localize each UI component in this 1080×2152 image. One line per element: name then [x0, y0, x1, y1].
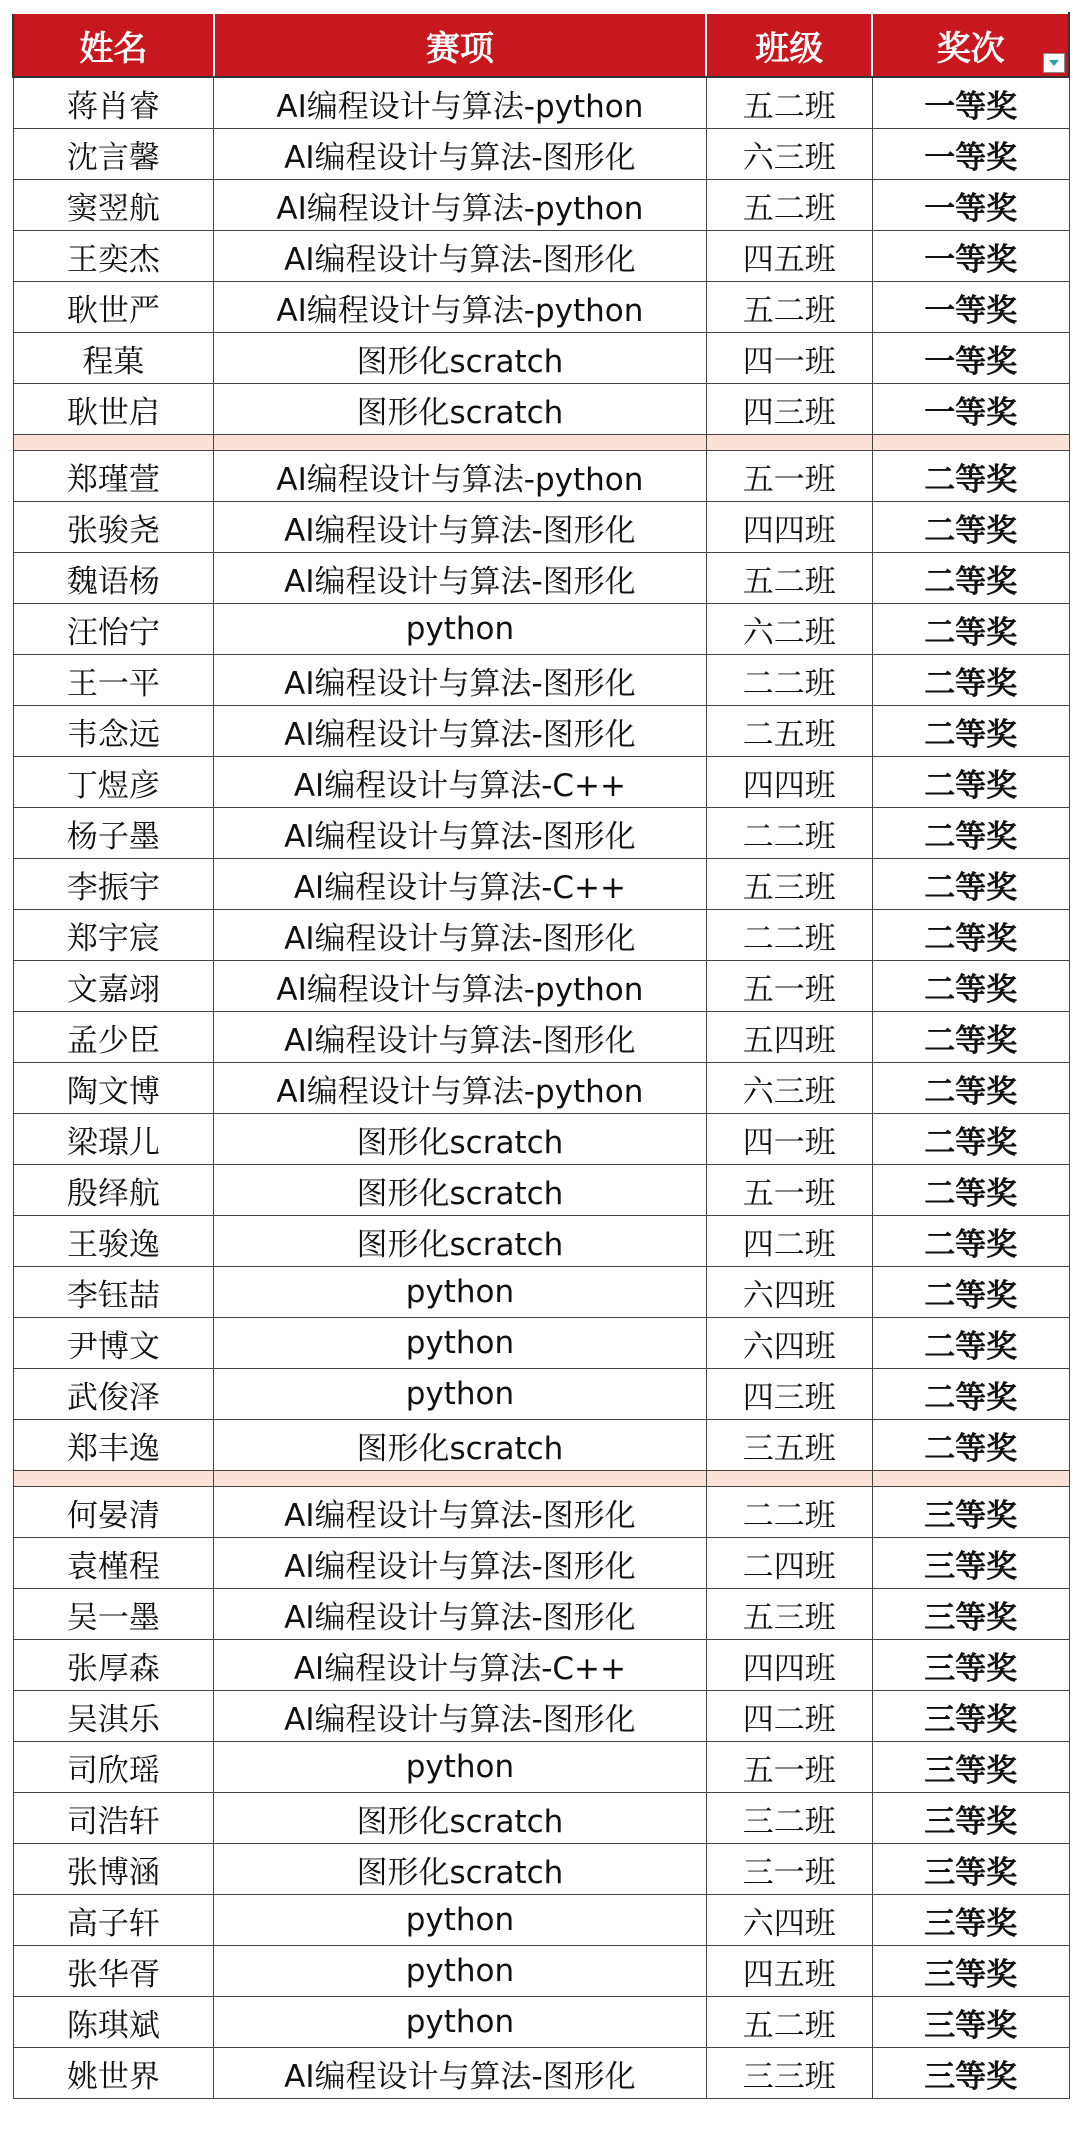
event-cell[interactable]: AI编程设计与算法-python: [214, 1063, 707, 1114]
class-cell[interactable]: 二四班: [706, 1538, 872, 1589]
name-cell[interactable]: 吴淇乐: [13, 1691, 214, 1742]
name-cell[interactable]: 杨子墨: [13, 808, 214, 859]
header-name: 姓名: [13, 13, 214, 77]
award-cell[interactable]: 二等奖: [872, 1267, 1069, 1318]
name-cell[interactable]: 汪怡宁: [13, 604, 214, 655]
event-cell[interactable]: python: [214, 1946, 707, 1997]
table-row: [13, 1487, 1069, 1538]
separator-cell: [13, 1471, 214, 1487]
name-cell[interactable]: 耿世启: [13, 384, 214, 435]
name-cell[interactable]: 李钰喆: [13, 1267, 214, 1318]
class-cell[interactable]: 四二班: [706, 1691, 872, 1742]
award-cell[interactable]: 三等奖: [872, 1691, 1069, 1742]
event-cell[interactable]: AI编程设计与算法-图形化: [214, 2048, 707, 2099]
award-cell[interactable]: 二等奖: [872, 1063, 1069, 1114]
class-cell[interactable]: 二二班: [706, 910, 872, 961]
event-cell[interactable]: 图形化scratch: [214, 1793, 707, 1844]
award-cell[interactable]: 二等奖: [872, 553, 1069, 604]
table-row: [13, 1369, 1069, 1420]
award-cell[interactable]: 一等奖: [872, 384, 1069, 435]
class-cell[interactable]: 四一班: [706, 333, 872, 384]
name-cell[interactable]: 耿世严: [13, 282, 214, 333]
award-cell[interactable]: 一等奖: [872, 180, 1069, 231]
class-cell[interactable]: 四三班: [706, 384, 872, 435]
separator-cell: [872, 1471, 1069, 1487]
event-cell[interactable]: AI编程设计与算法-图形化: [214, 1487, 707, 1538]
table-row: [13, 77, 1069, 129]
table-row: [13, 1946, 1069, 1997]
name-cell[interactable]: 司浩轩: [13, 1793, 214, 1844]
class-cell[interactable]: 五二班: [706, 282, 872, 333]
award-cell[interactable]: 三等奖: [872, 1997, 1069, 2048]
class-cell[interactable]: 四五班: [706, 1946, 872, 1997]
table-row: [13, 1793, 1069, 1844]
table-row: [13, 1997, 1069, 2048]
class-cell[interactable]: 五一班: [706, 1165, 872, 1216]
class-cell[interactable]: 四四班: [706, 502, 872, 553]
class-cell[interactable]: 三五班: [706, 1420, 872, 1471]
table-row: [13, 961, 1069, 1012]
event-cell[interactable]: python: [214, 1742, 707, 1793]
separator-cell: [706, 1471, 872, 1487]
event-cell[interactable]: python: [214, 1267, 707, 1318]
section-separator: [13, 435, 1069, 451]
header-award-label: 奖次: [936, 28, 1005, 69]
event-cell[interactable]: AI编程设计与算法-图形化: [214, 129, 707, 180]
name-cell[interactable]: 梁璟儿: [13, 1114, 214, 1165]
name-cell[interactable]: 郑宇宸: [13, 910, 214, 961]
table-row: [13, 502, 1069, 553]
header-event: 赛项: [214, 13, 707, 77]
event-cell[interactable]: AI编程设计与算法-图形化: [214, 706, 707, 757]
table-row: [13, 1742, 1069, 1793]
name-cell[interactable]: 王奕杰: [13, 231, 214, 282]
name-cell[interactable]: 陈琪斌: [13, 1997, 214, 2048]
award-cell[interactable]: 二等奖: [872, 1369, 1069, 1420]
event-cell[interactable]: AI编程设计与算法-图形化: [214, 1589, 707, 1640]
table-row: [13, 1895, 1069, 1946]
event-cell[interactable]: AI编程设计与算法-python: [214, 961, 707, 1012]
table-row: [13, 1589, 1069, 1640]
class-cell[interactable]: 五三班: [706, 1589, 872, 1640]
table-row: [13, 129, 1069, 180]
event-cell[interactable]: AI编程设计与算法-C++: [214, 1640, 707, 1691]
table-row: [13, 808, 1069, 859]
table-row: [13, 1267, 1069, 1318]
name-cell[interactable]: 文嘉翊: [13, 961, 214, 1012]
name-cell[interactable]: 陶文博: [13, 1063, 214, 1114]
award-cell[interactable]: 三等奖: [872, 1895, 1069, 1946]
name-cell[interactable]: 蒋肖睿: [13, 77, 214, 129]
separator-cell: [13, 435, 214, 451]
table-row: [13, 859, 1069, 910]
event-cell[interactable]: AI编程设计与算法-图形化: [214, 502, 707, 553]
award-cell[interactable]: 二等奖: [872, 1114, 1069, 1165]
name-cell[interactable]: 韦念远: [13, 706, 214, 757]
event-cell[interactable]: AI编程设计与算法-图形化: [214, 910, 707, 961]
class-cell[interactable]: 五二班: [706, 1997, 872, 2048]
name-cell[interactable]: 窦翌航: [13, 180, 214, 231]
award-cell[interactable]: 三等奖: [872, 2048, 1069, 2099]
award-table: [12, 12, 1070, 2099]
header-row: [13, 13, 1069, 77]
table-row: [13, 553, 1069, 604]
name-cell[interactable]: 何晏清: [13, 1487, 214, 1538]
table-row: [13, 757, 1069, 808]
award-cell[interactable]: 二等奖: [872, 808, 1069, 859]
class-cell[interactable]: 五二班: [706, 77, 872, 129]
class-cell[interactable]: 二二班: [706, 655, 872, 706]
class-cell[interactable]: 二二班: [706, 808, 872, 859]
event-cell[interactable]: AI编程设计与算法-C++: [214, 859, 707, 910]
award-cell[interactable]: 二等奖: [872, 859, 1069, 910]
award-cell[interactable]: 二等奖: [872, 961, 1069, 1012]
award-cell[interactable]: 三等奖: [872, 1589, 1069, 1640]
event-cell[interactable]: AI编程设计与算法-图形化: [214, 808, 707, 859]
class-cell[interactable]: 四四班: [706, 1640, 872, 1691]
event-cell[interactable]: 图形化scratch: [214, 1844, 707, 1895]
event-cell[interactable]: AI编程设计与算法-图形化: [214, 1012, 707, 1063]
class-cell[interactable]: 六四班: [706, 1318, 872, 1369]
name-cell[interactable]: 殷绎航: [13, 1165, 214, 1216]
event-cell[interactable]: AI编程设计与算法-图形化: [214, 1691, 707, 1742]
name-cell[interactable]: 张博涵: [13, 1844, 214, 1895]
name-cell[interactable]: 张厚森: [13, 1640, 214, 1691]
name-cell[interactable]: 王一平: [13, 655, 214, 706]
name-cell[interactable]: 吴一墨: [13, 1589, 214, 1640]
class-cell[interactable]: 六三班: [706, 129, 872, 180]
award-cell[interactable]: 二等奖: [872, 502, 1069, 553]
table-row: [13, 910, 1069, 961]
header-class: 班级: [706, 13, 872, 77]
award-cell[interactable]: 三等奖: [872, 1793, 1069, 1844]
event-cell[interactable]: 图形化scratch: [214, 333, 707, 384]
table-row: [13, 451, 1069, 502]
award-cell[interactable]: 一等奖: [872, 129, 1069, 180]
class-cell[interactable]: 四一班: [706, 1114, 872, 1165]
table-row: [13, 1420, 1069, 1471]
table-row: [13, 1318, 1069, 1369]
name-cell[interactable]: 李振宇: [13, 859, 214, 910]
class-cell[interactable]: 二二班: [706, 1487, 872, 1538]
table-row: [13, 1844, 1069, 1895]
award-cell[interactable]: 一等奖: [872, 282, 1069, 333]
class-cell[interactable]: 六二班: [706, 604, 872, 655]
award-cell[interactable]: 一等奖: [872, 333, 1069, 384]
table-row: [13, 1012, 1069, 1063]
name-cell[interactable]: 张华胥: [13, 1946, 214, 1997]
table-row: [13, 1640, 1069, 1691]
separator-cell: [214, 1471, 707, 1487]
event-cell[interactable]: python: [214, 1318, 707, 1369]
event-cell[interactable]: AI编程设计与算法-python: [214, 180, 707, 231]
table-row: [13, 282, 1069, 333]
class-cell[interactable]: 四三班: [706, 1369, 872, 1420]
event-cell[interactable]: 图形化scratch: [214, 1165, 707, 1216]
class-cell[interactable]: 六四班: [706, 1267, 872, 1318]
award-cell[interactable]: 二等奖: [872, 910, 1069, 961]
name-cell[interactable]: 魏语杨: [13, 553, 214, 604]
award-cell[interactable]: 二等奖: [872, 1216, 1069, 1267]
table-row: [13, 1538, 1069, 1589]
award-cell[interactable]: 二等奖: [872, 655, 1069, 706]
class-cell[interactable]: 二五班: [706, 706, 872, 757]
class-cell[interactable]: 四五班: [706, 231, 872, 282]
table-row: [13, 706, 1069, 757]
table-row: [13, 1063, 1069, 1114]
class-cell[interactable]: 五一班: [706, 961, 872, 1012]
award-cell[interactable]: 二等奖: [872, 1012, 1069, 1063]
name-cell[interactable]: 张骏尧: [13, 502, 214, 553]
name-cell[interactable]: 姚世界: [13, 2048, 214, 2099]
table-row: [13, 2048, 1069, 2099]
name-cell[interactable]: 丁煜彦: [13, 757, 214, 808]
event-cell[interactable]: AI编程设计与算法-图形化: [214, 1538, 707, 1589]
table-row: [13, 604, 1069, 655]
event-cell[interactable]: python: [214, 604, 707, 655]
table-row: [13, 1216, 1069, 1267]
name-cell[interactable]: 程菓: [13, 333, 214, 384]
award-cell[interactable]: 二等奖: [872, 757, 1069, 808]
award-cell[interactable]: 二等奖: [872, 1318, 1069, 1369]
section-separator: [13, 1471, 1069, 1487]
event-cell[interactable]: python: [214, 1997, 707, 2048]
class-cell[interactable]: 四二班: [706, 1216, 872, 1267]
event-cell[interactable]: AI编程设计与算法-python: [214, 282, 707, 333]
event-cell[interactable]: 图形化scratch: [214, 384, 707, 435]
class-cell[interactable]: 六四班: [706, 1895, 872, 1946]
table-row: [13, 384, 1069, 435]
class-cell[interactable]: 三三班: [706, 2048, 872, 2099]
event-cell[interactable]: AI编程设计与算法-python: [214, 77, 707, 129]
award-cell[interactable]: 三等奖: [872, 1487, 1069, 1538]
award-cell[interactable]: 三等奖: [872, 1946, 1069, 1997]
table-row: [13, 655, 1069, 706]
name-cell[interactable]: 孟少臣: [13, 1012, 214, 1063]
name-cell[interactable]: 郑丰逸: [13, 1420, 214, 1471]
class-cell[interactable]: 六三班: [706, 1063, 872, 1114]
filter-dropdown-icon[interactable]: [1043, 53, 1065, 73]
name-cell[interactable]: 沈言馨: [13, 129, 214, 180]
separator-cell: [214, 435, 707, 451]
separator-cell: [706, 435, 872, 451]
event-cell[interactable]: python: [214, 1895, 707, 1946]
event-cell[interactable]: 图形化scratch: [214, 1114, 707, 1165]
name-cell[interactable]: 郑瑾萱: [13, 451, 214, 502]
event-cell[interactable]: AI编程设计与算法-图形化: [214, 231, 707, 282]
class-cell[interactable]: 三二班: [706, 1793, 872, 1844]
name-cell[interactable]: 尹博文: [13, 1318, 214, 1369]
table-row: [13, 1114, 1069, 1165]
class-cell[interactable]: 五二班: [706, 180, 872, 231]
award-cell[interactable]: 三等奖: [872, 1844, 1069, 1895]
class-cell[interactable]: 四四班: [706, 757, 872, 808]
name-cell[interactable]: 高子轩: [13, 1895, 214, 1946]
name-cell[interactable]: 王骏逸: [13, 1216, 214, 1267]
class-cell[interactable]: 五四班: [706, 1012, 872, 1063]
event-cell[interactable]: AI编程设计与算法-图形化: [214, 655, 707, 706]
award-cell[interactable]: 二等奖: [872, 706, 1069, 757]
event-cell[interactable]: 图形化scratch: [214, 1216, 707, 1267]
award-cell[interactable]: 一等奖: [872, 77, 1069, 129]
event-cell[interactable]: AI编程设计与算法-C++: [214, 757, 707, 808]
class-cell[interactable]: 五一班: [706, 1742, 872, 1793]
name-cell[interactable]: 司欣瑶: [13, 1742, 214, 1793]
award-cell[interactable]: 三等奖: [872, 1538, 1069, 1589]
table-body: [13, 77, 1069, 2099]
award-cell[interactable]: 二等奖: [872, 451, 1069, 502]
table-row: [13, 333, 1069, 384]
event-cell[interactable]: AI编程设计与算法-图形化: [214, 553, 707, 604]
name-cell[interactable]: 武俊泽: [13, 1369, 214, 1420]
name-cell[interactable]: 袁槿程: [13, 1538, 214, 1589]
class-cell[interactable]: 三一班: [706, 1844, 872, 1895]
separator-cell: [872, 435, 1069, 451]
event-cell[interactable]: AI编程设计与算法-python: [214, 451, 707, 502]
table-row: [13, 180, 1069, 231]
award-cell[interactable]: 二等奖: [872, 1420, 1069, 1471]
class-cell[interactable]: 五二班: [706, 553, 872, 604]
table-row: [13, 231, 1069, 282]
table-row: [13, 1691, 1069, 1742]
header-award: [872, 13, 1069, 77]
award-cell[interactable]: 三等奖: [872, 1742, 1069, 1793]
class-cell[interactable]: 五三班: [706, 859, 872, 910]
event-cell[interactable]: 图形化scratch: [214, 1420, 707, 1471]
event-cell[interactable]: python: [214, 1369, 707, 1420]
table-row: [13, 1165, 1069, 1216]
class-cell[interactable]: 五一班: [706, 451, 872, 502]
award-cell[interactable]: 一等奖: [872, 231, 1069, 282]
award-cell[interactable]: 二等奖: [872, 604, 1069, 655]
award-cell[interactable]: 二等奖: [872, 1165, 1069, 1216]
award-cell[interactable]: 三等奖: [872, 1640, 1069, 1691]
